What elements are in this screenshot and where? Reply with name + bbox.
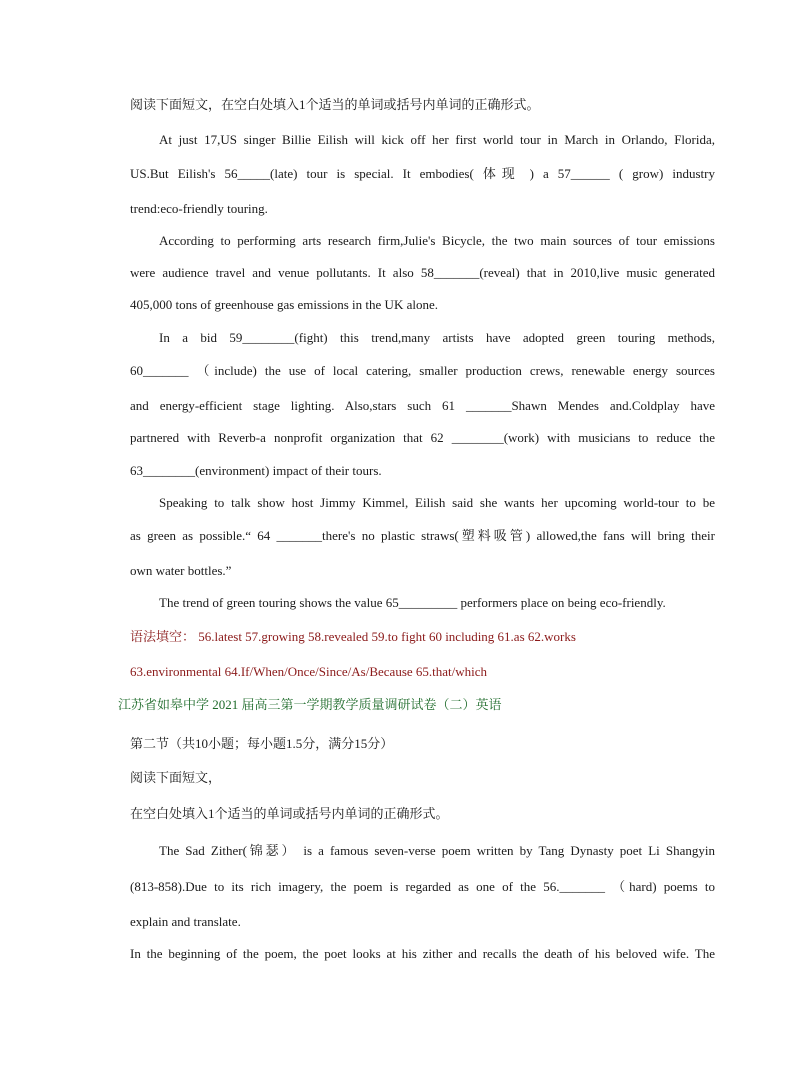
paragraph-line: 405,000 tons of greenhouse gas emissions in the UK alone. [130, 297, 438, 312]
answer-key-line: 语法填空： 56.latest 57.growing 58.revealed 59.to fight 60 including 61.as 62.works [130, 629, 576, 644]
paragraph-line: 60_______ （include) the use of local catering, smaller production crews, renewable energy sources [130, 363, 715, 378]
paragraph-line: and energy-efficient stage lighting. Also,stars such 61 _______Shawn Mendes and.Coldplay have [130, 398, 715, 413]
paragraph-line: explain and translate. [130, 914, 241, 929]
paragraph-line: At just 17,US singer Billie Eilish will kick off her first world tour in March in Orlando, Florida, [159, 132, 715, 147]
paragraph-line: were audience travel and venue pollutants. It also 58_______(reveal) that in 2010,live music generated [130, 265, 715, 280]
paragraph-line: trend:eco-friendly touring. [130, 201, 268, 216]
paragraph-line: In a bid 59________(fight) this trend,many artists have adopted green touring methods, [159, 330, 715, 345]
paragraph-line: In the beginning of the poem, the poet looks at his zither and recalls the death of his beloved wife. The [130, 946, 715, 961]
paragraph-line: The Sad Zither(锦瑟） is a famous seven-verse poem written by Tang Dynasty poet Li Shangyin [159, 843, 715, 858]
paragraph-line: Speaking to talk show host Jimmy Kimmel, Eilish said she wants her upcoming world-tour to be [159, 495, 715, 510]
paragraph-line: partnered with Reverb-a nonprofit organization that 62 ________(work) with musicians to reduce the [130, 430, 715, 445]
section-heading: 第二节（共10小题；每小题1.5分，满分15分） [130, 736, 394, 751]
instruction: 阅读下面短文， [130, 770, 222, 785]
instruction: 在空白处填入1个适当的单词或括号内单词的正确形式。 [130, 806, 449, 821]
paragraph-line: (813-858).Due to its rich imagery, the poem is regarded as one of the 56._______ （hard) poems to [130, 879, 715, 894]
answer-key-line: 63.environmental 64.If/When/Once/Since/As/Because 65.that/which [130, 664, 488, 679]
paragraph-line: The trend of green touring shows the value 65_________ performers place on being eco-friendly. [159, 595, 666, 610]
paragraph-line: 63________(environment) impact of their tours. [130, 463, 382, 478]
instruction: 阅读下面短文，在空白处填入1个适当的单词或括号内单词的正确形式。 [130, 97, 540, 112]
exam-source-heading: 江苏省如皋中学 2021 届高三第一学期教学质量调研试卷（二）英语 [118, 697, 502, 712]
paragraph-line: According to performing arts research firm,Julie's Bicycle, the two main sources of tour emissions [159, 233, 715, 248]
paragraph-line: own water bottles.” [130, 563, 232, 578]
paragraph-line: as green as possible.“ 64 _______there's no plastic straws(塑料吸管) allowed,the fans will bring their [130, 528, 715, 543]
paragraph-line: US.But Eilish's 56_____(late) tour is special. It embodies( 体现 ) a 57______ ( grow) industry [130, 166, 715, 181]
